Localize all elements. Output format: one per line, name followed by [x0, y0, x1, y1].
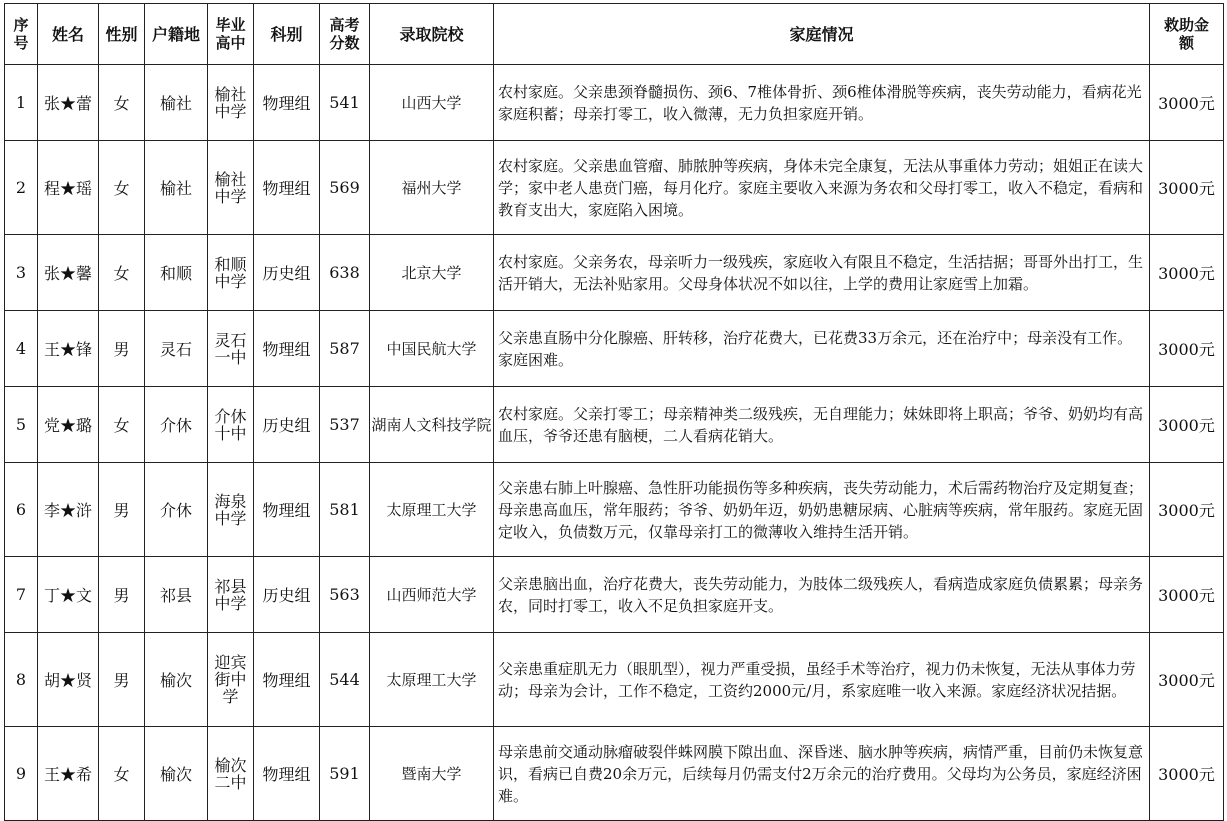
- row-score: 638: [320, 235, 370, 311]
- row-gender: 男: [99, 311, 145, 387]
- header-no: 序号: [5, 4, 38, 65]
- row-track: 历史组: [254, 557, 320, 633]
- row-name: 党★璐: [38, 387, 99, 463]
- row-gender: 女: [99, 141, 145, 235]
- row-amount: 3000元: [1150, 235, 1224, 311]
- row-no: 5: [5, 387, 38, 463]
- row-amount: 3000元: [1150, 141, 1224, 235]
- row-no: 8: [5, 633, 38, 727]
- row-track: 历史组: [254, 387, 320, 463]
- row-high-school: 介休十中: [208, 387, 254, 463]
- aid-recipients-table: [4, 3, 1224, 821]
- row-university: 福州大学: [370, 141, 494, 235]
- table-row: [5, 727, 1224, 821]
- row-no: 4: [5, 311, 38, 387]
- row-high-school: 榆社中学: [208, 65, 254, 141]
- row-amount: 3000元: [1150, 65, 1224, 141]
- table-row: [5, 463, 1224, 557]
- row-amount: 3000元: [1150, 633, 1224, 727]
- row-gender: 男: [99, 557, 145, 633]
- row-name: 王★希: [38, 727, 99, 821]
- row-hometown: 榆次: [145, 633, 208, 727]
- table-row: [5, 557, 1224, 633]
- row-name: 丁★文: [38, 557, 99, 633]
- row-university: 北京大学: [370, 235, 494, 311]
- row-hometown: 榆次: [145, 727, 208, 821]
- header-hometown: 户籍地: [145, 4, 208, 65]
- row-hometown: 祁县: [145, 557, 208, 633]
- row-score: 587: [320, 311, 370, 387]
- row-track: 历史组: [254, 235, 320, 311]
- row-track: 物理组: [254, 463, 320, 557]
- row-amount: 3000元: [1150, 311, 1224, 387]
- header-high-school: 毕业高中: [208, 4, 254, 65]
- row-amount: 3000元: [1150, 727, 1224, 821]
- row-no: 7: [5, 557, 38, 633]
- row-score: 591: [320, 727, 370, 821]
- row-high-school: 迎宾街中学: [208, 633, 254, 727]
- row-situation: 父亲患右肺上叶腺癌、急性肝功能损伤等多种疾病，丧失劳动能力，术后需药物治疗及定期复查；母亲患高血压，常年服药；爷爷、奶奶年迈，奶奶患糖尿病、心脏病等疾病，常年服药。家庭无固定收入，负债数万元，仅靠母亲打工的微薄收入维持生活开销。: [494, 463, 1150, 557]
- row-name: 张★馨: [38, 235, 99, 311]
- row-track: 物理组: [254, 65, 320, 141]
- row-situation: 父亲患直肠中分化腺癌、肝转移，治疗花费大，已花费33万余元，还在治疗中；母亲没有工作。家庭困难。: [494, 311, 1150, 387]
- row-high-school: 和顺中学: [208, 235, 254, 311]
- row-name: 李★浒: [38, 463, 99, 557]
- table-row: [5, 141, 1224, 235]
- row-track: 物理组: [254, 633, 320, 727]
- row-no: 3: [5, 235, 38, 311]
- header-row: [5, 4, 1224, 65]
- row-situation: 农村家庭。父亲打零工；母亲精神类二级残疾，无自理能力；妹妹即将上职高；爷爷、奶奶均有高血压，爷爷还患有脑梗，二人看病花销大。: [494, 387, 1150, 463]
- row-gender: 女: [99, 387, 145, 463]
- row-situation: 农村家庭。父亲务农，母亲听力一级残疾，家庭收入有限且不稳定，生活拮据；哥哥外出打工，生活开销大，无法补贴家用。父母身体状况不如以往，上学的费用让家庭雪上加霜。: [494, 235, 1150, 311]
- table-row: [5, 235, 1224, 311]
- row-score: 569: [320, 141, 370, 235]
- row-no: 1: [5, 65, 38, 141]
- header-name: 姓名: [38, 4, 99, 65]
- row-gender: 女: [99, 727, 145, 821]
- row-hometown: 榆社: [145, 65, 208, 141]
- row-university: 中国民航大学: [370, 311, 494, 387]
- row-amount: 3000元: [1150, 463, 1224, 557]
- row-gender: 男: [99, 633, 145, 727]
- row-situation: 父亲患重症肌无力（眼肌型），视力严重受损，虽经手术等治疗，视力仍未恢复，无法从事体力劳动；母亲为会计，工作不稳定，工资约2000元/月，系家庭唯一收入来源。家庭经济状况拮据。: [494, 633, 1150, 727]
- row-track: 物理组: [254, 311, 320, 387]
- header-track: 科别: [254, 4, 320, 65]
- row-no: 2: [5, 141, 38, 235]
- row-amount: 3000元: [1150, 557, 1224, 633]
- row-score: 544: [320, 633, 370, 727]
- row-high-school: 祁县中学: [208, 557, 254, 633]
- row-high-school: 榆社中学: [208, 141, 254, 235]
- table-row: [5, 65, 1224, 141]
- row-amount: 3000元: [1150, 387, 1224, 463]
- row-university: 太原理工大学: [370, 463, 494, 557]
- row-situation: 农村家庭。父亲患颈脊髓损伤、颈6、7椎体骨折、颈6椎体滑脱等疾病，丧失劳动能力，看病花光家庭积蓄；母亲打零工，收入微薄，无力负担家庭开销。: [494, 65, 1150, 141]
- row-no: 6: [5, 463, 38, 557]
- row-hometown: 介休: [145, 387, 208, 463]
- row-gender: 女: [99, 235, 145, 311]
- header-situation: 家庭情况: [494, 4, 1150, 65]
- row-score: 541: [320, 65, 370, 141]
- row-hometown: 榆社: [145, 141, 208, 235]
- row-high-school: 灵石一中: [208, 311, 254, 387]
- row-score: 581: [320, 463, 370, 557]
- row-name: 张★蕾: [38, 65, 99, 141]
- table-row: [5, 633, 1224, 727]
- row-score: 537: [320, 387, 370, 463]
- row-gender: 男: [99, 463, 145, 557]
- row-gender: 女: [99, 65, 145, 141]
- row-hometown: 介休: [145, 463, 208, 557]
- header-university: 录取院校: [370, 4, 494, 65]
- row-hometown: 灵石: [145, 311, 208, 387]
- row-hometown: 和顺: [145, 235, 208, 311]
- row-university: 山西师范大学: [370, 557, 494, 633]
- row-high-school: 榆次二中: [208, 727, 254, 821]
- row-situation: 母亲患前交通动脉瘤破裂伴蛛网膜下隙出血、深昏迷、脑水肿等疾病，病情严重，目前仍未恢复意识，看病已自费20余万元，后续每月仍需支付2万余元的治疗费用。父母均为公务员，家庭经济困难。: [494, 727, 1150, 821]
- row-university: 湖南人文科技学院: [370, 387, 494, 463]
- table-row: [5, 387, 1224, 463]
- row-track: 物理组: [254, 727, 320, 821]
- row-name: 程★瑶: [38, 141, 99, 235]
- row-no: 9: [5, 727, 38, 821]
- row-university: 山西大学: [370, 65, 494, 141]
- row-track: 物理组: [254, 141, 320, 235]
- row-name: 胡★贤: [38, 633, 99, 727]
- row-high-school: 海泉中学: [208, 463, 254, 557]
- row-university: 暨南大学: [370, 727, 494, 821]
- row-name: 王★锋: [38, 311, 99, 387]
- header-score: 高考分数: [320, 4, 370, 65]
- row-situation: 父亲患脑出血，治疗花费大，丧失劳动能力，为肢体二级残疾人，看病造成家庭负债累累；母亲务农，同时打零工，收入不足负担家庭开支。: [494, 557, 1150, 633]
- table-row: [5, 311, 1224, 387]
- header-amount: 救助金额: [1150, 4, 1224, 65]
- header-gender: 性别: [99, 4, 145, 65]
- row-score: 563: [320, 557, 370, 633]
- row-university: 太原理工大学: [370, 633, 494, 727]
- row-situation: 农村家庭。父亲患血管瘤、肺脓肿等疾病，身体未完全康复，无法从事重体力劳动；姐姐正在读大学；家中老人患贲门癌，每月化疗。家庭主要收入来源为务农和父母打零工，收入不稳定，看病和教育支出大，家庭陷入困境。: [494, 141, 1150, 235]
